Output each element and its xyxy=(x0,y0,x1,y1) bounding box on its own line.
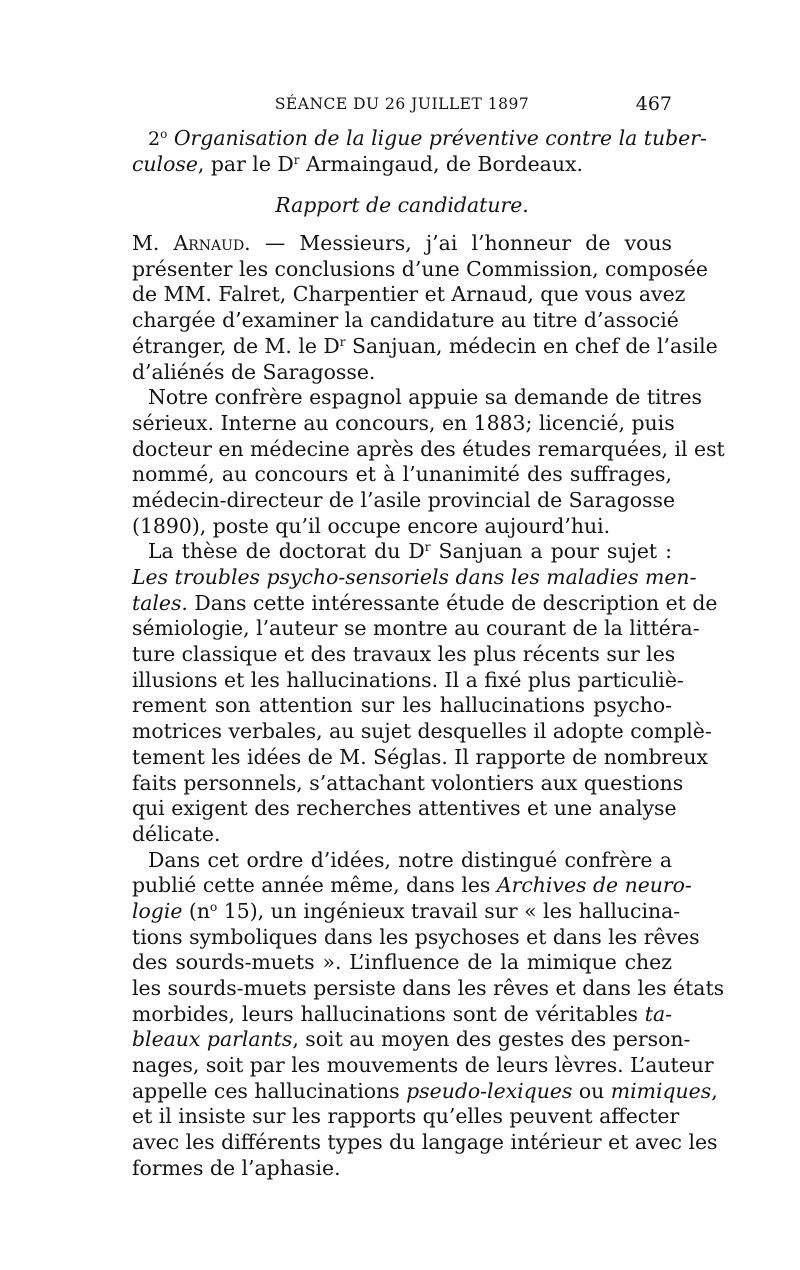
text-line: nages, soit par les mouvements de leurs lèvres. L’auteur xyxy=(132,1053,714,1078)
text-line: Notre confrère espagnol appuie sa demande de titres xyxy=(148,385,703,410)
body-text xyxy=(132,126,725,1182)
text-line: morbides, leurs hallucinations sont de véritables ta- xyxy=(132,1001,672,1026)
running-head xyxy=(132,95,672,119)
text-line: M. Arnaud. — Messieurs, j’ai l’honneur de vous xyxy=(132,231,672,256)
text-line: les sourds-muets persiste dans les rêves et dans les états xyxy=(132,976,725,1000)
text-line: étranger, de M. le $D^r$ Sanjuan, médecin en chef de l’asile xyxy=(132,333,718,358)
section-heading: Rapport de candidature. xyxy=(275,193,529,218)
text-line: d’aliénés de Saragosse. xyxy=(132,359,376,384)
text-line: rement son attention sur les hallucinations psycho- xyxy=(132,693,672,718)
text-line: tement les idées de M. Séglas. Il rapporte de nombreux xyxy=(132,744,708,769)
text-line: motrices verbales, au sujet desquelles il adopte complè- xyxy=(132,719,712,744)
text-line: tions symboliques dans les psychoses et dans les rêves xyxy=(132,924,700,949)
text-line: de MM. Falret, Charpentier et Arnaud, que vous avez xyxy=(132,282,686,307)
text-line: illusions et les hallucinations. Il a fixé plus particuliè- xyxy=(132,667,684,692)
text-line: La thèse de doctorat du $D^r$ Sanjuan a pour sujet : xyxy=(148,539,672,564)
text-line: ture classique et des travaux les plus récents sur les xyxy=(132,642,676,667)
text-line: formes de l’aphasie. xyxy=(132,1155,341,1180)
text-line: tales. Dans cette intéressante étude de description et de xyxy=(132,590,718,615)
text-line: nommé, au concours et à l’unanimité des suffrages, xyxy=(132,462,672,487)
text-line: qui exigent des recherches attentives et une analyse xyxy=(132,796,677,821)
running-head-title: SÉANCE DU 26 JUILLET 1897 xyxy=(274,95,530,113)
text-line: délicate. xyxy=(132,821,221,846)
text-line: présenter les conclusions d’une Commission, composée xyxy=(132,256,708,281)
text-line: sémiologie, l’auteur se montre au courant de la littéra- xyxy=(132,616,700,641)
text-line: docteur en médecine après des études remarquées, il est xyxy=(132,436,725,461)
text-line: sérieux. Interne au concours, en 1883; licencié, puis xyxy=(132,410,675,435)
text-line: chargée d’examiner la candidature au titre d’associé xyxy=(132,308,679,333)
agenda-item-line: culose, par le $D^r$ Armaingaud, de Bordeaux. xyxy=(132,151,583,176)
text-line: Dans cet ordre d’idées, notre distingué confrère a xyxy=(148,847,672,872)
text-line: avec les différents types du langage intérieur et avec les xyxy=(132,1130,718,1155)
text-line: publié cette année même, dans les Archives de neuro- xyxy=(132,873,692,898)
text-line: Les troubles psycho-sensoriels dans les maladies men- xyxy=(132,565,697,589)
text-line: bleaux parlants, soit au moyen des gestes des person- xyxy=(132,1027,691,1052)
text-line: faits personnels, s’attachant volontiers aux questions xyxy=(132,770,684,795)
text-line: logie ($n^o$ 15), un ingénieux travail sur « les hallucina- xyxy=(132,898,681,923)
text-line: médecin-directeur de l’asile provincial de Saragosse xyxy=(132,487,676,512)
agenda-item-line: 2$^o$ Organisation de la ligue préventive contre la tuber- xyxy=(148,126,707,150)
text-line: des sourds-muets ». L’influence de la mimique chez xyxy=(132,950,672,975)
text-line: appelle ces hallucinations pseudo-lexiques ou mimiques, xyxy=(132,1078,718,1103)
text-line: (1890), poste qu’il occupe encore aujourd’hui. xyxy=(132,513,611,538)
speaker-name: M. Arnaud. xyxy=(132,231,251,256)
text-line: et il insiste sur les rapports qu’elles peuvent affecter xyxy=(132,1104,680,1129)
page-number: 467 xyxy=(635,93,672,115)
